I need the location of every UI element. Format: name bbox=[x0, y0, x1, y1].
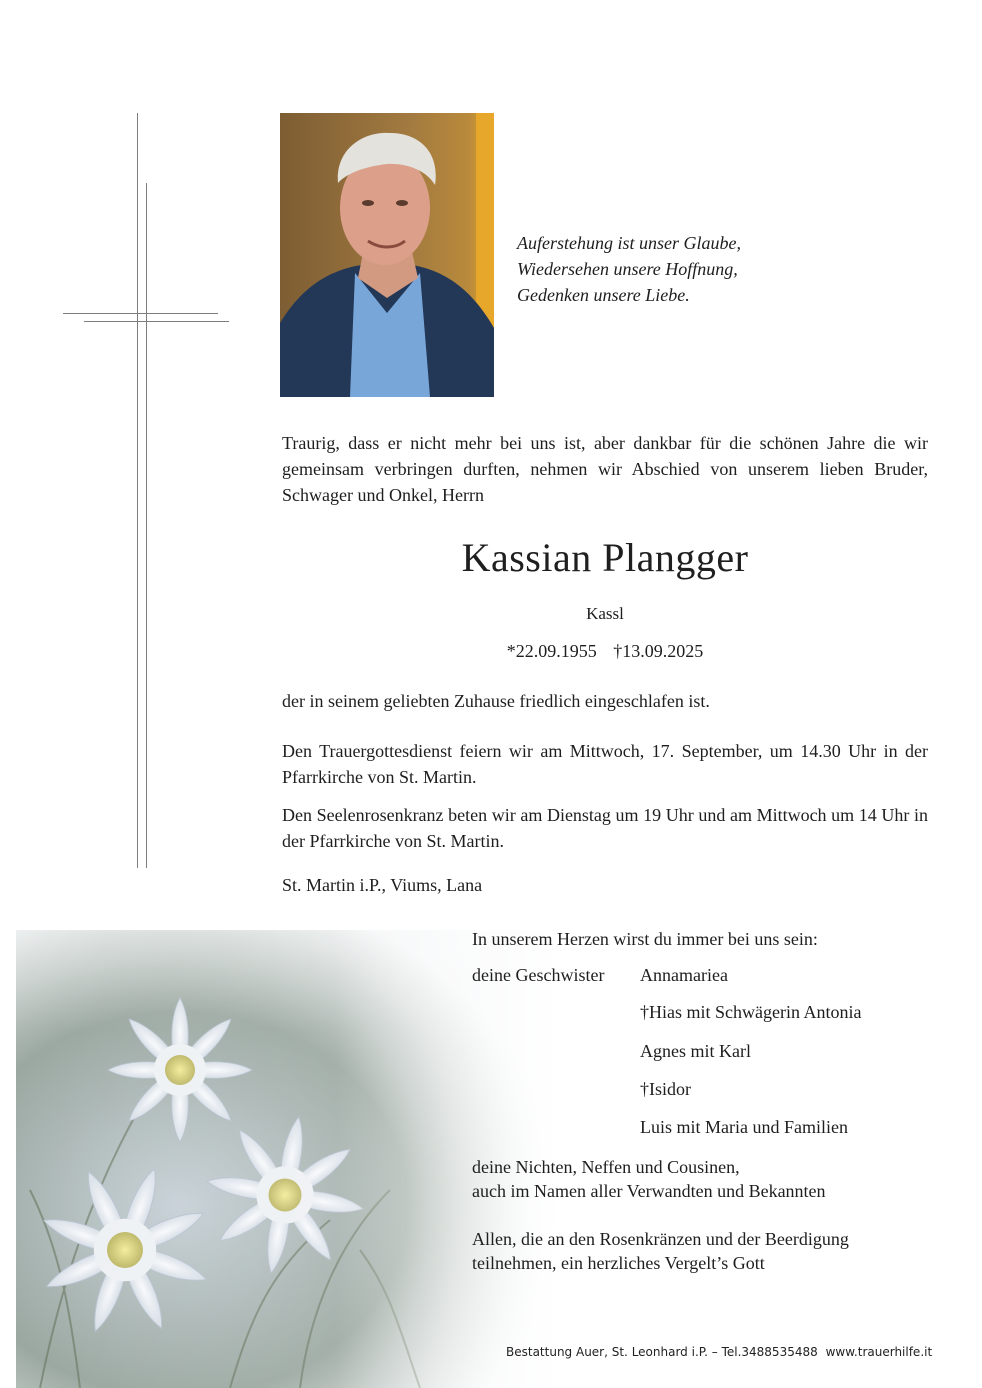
passing-text: der in seinem geliebten Zuhause friedlich eingeschlafen ist. bbox=[282, 691, 710, 711]
mourners-heading: In unserem Herzen wirst du immer bei uns sein: bbox=[472, 929, 818, 949]
cross-horizontal-line bbox=[84, 321, 229, 322]
sibling-entry: Luis mit Maria und Familien bbox=[640, 1117, 848, 1137]
cross-vertical-line bbox=[146, 183, 147, 868]
deceased-name: Kassian Plangger bbox=[461, 535, 749, 580]
relatives-line: auch im Namen aller Verwandten und Bekannten bbox=[472, 1181, 826, 1201]
funeral-home-info: Bestattung Auer, St. Leonhard i.P. – Tel.3488535488 bbox=[506, 1345, 818, 1359]
quote-line: Wiedersehen unsere Hoffnung, bbox=[517, 259, 738, 279]
sibling-entry: Annamariea bbox=[640, 965, 728, 985]
website-link[interactable]: www.trauerhilfe.it bbox=[825, 1345, 933, 1359]
thanks-line: teilnehmen, ein herzliches Vergelt’s Gott bbox=[472, 1253, 765, 1273]
life-dates: *22.09.1955 †13.09.2025 bbox=[506, 641, 704, 661]
quote-line: Gedenken unsere Liebe. bbox=[517, 285, 690, 305]
sibling-entry: †Hias mit Schwägerin Antonia bbox=[640, 1002, 862, 1022]
intro-text: Traurig, dass er nicht mehr bei uns ist, aber dankbar für die schönen Jahre die wir gemeinsam verbringen durften, nehmen wir Abschied von unserem lieben Bruder, Schwager und Onkel, Herrn bbox=[282, 433, 928, 505]
rosary-text: Den Seelenrosenkranz beten wir am Dienstag um 19 Uhr und am Mittwoch um 14 Uhr in der Pfarrkirche von St. Martin. bbox=[282, 805, 928, 851]
quote-line: Auferstehung ist unser Glaube, bbox=[517, 233, 741, 253]
thanks-line: Allen, die an den Rosenkränzen und der Beerdigung bbox=[472, 1229, 849, 1249]
places-text: St. Martin i.P., Viums, Lana bbox=[282, 875, 483, 895]
cross-vertical-line bbox=[137, 113, 138, 868]
cross-horizontal-line bbox=[63, 313, 218, 314]
siblings-label: deine Geschwister bbox=[472, 965, 605, 985]
sibling-entry: Agnes mit Karl bbox=[640, 1041, 751, 1061]
deceased-nickname: Kassl bbox=[586, 604, 624, 623]
footer bbox=[506, 1343, 952, 1361]
portrait-photo bbox=[280, 113, 494, 397]
funeral-service-text: Den Trauergottesdienst feiern wir am Mittwoch, 17. September, um 14.30 Uhr in der Pfarrkirche von St. Martin. bbox=[282, 741, 928, 787]
sibling-entry: †Isidor bbox=[640, 1079, 691, 1099]
quote bbox=[517, 230, 847, 308]
relatives-line: deine Nichten, Neffen und Cousinen, bbox=[472, 1157, 740, 1177]
